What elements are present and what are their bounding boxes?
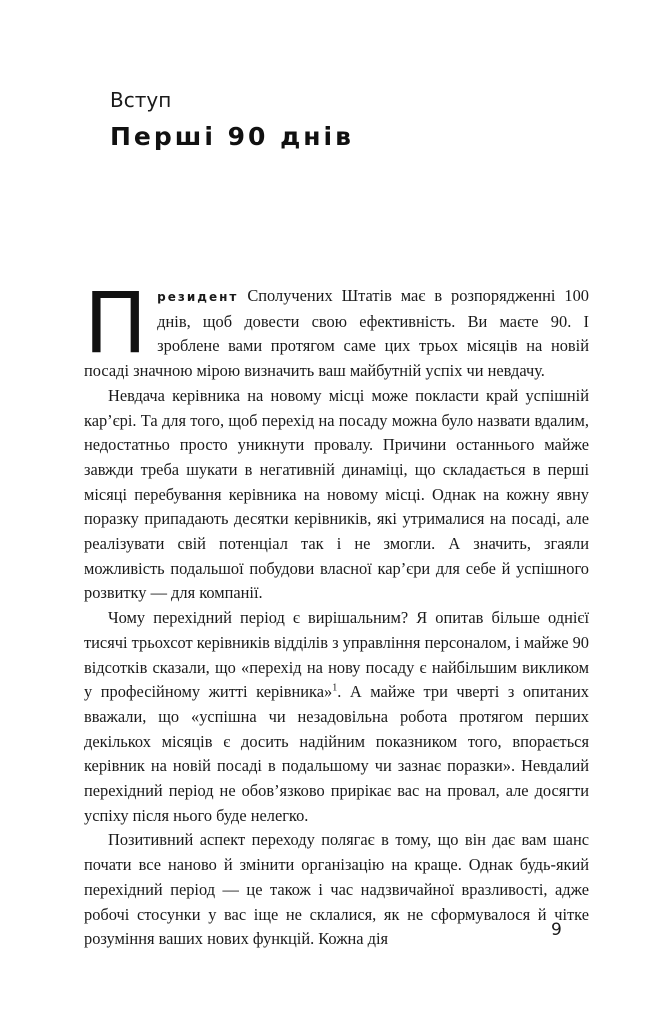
paragraph-3-text-a: Чому перехідний період є вирішальним? Я опитав більше однієї тисячі трьохсот керівників відділів з управління персоналом, і майже 90 відсотків сказали, що «перехід на нову посаду є найбільшим викликом у професійному житті керівника» <box>84 608 589 702</box>
paragraph-1-text: Сполучених Штатів має в розпорядженні 100 днів, щоб довести свою ефективність. Ви маєте 90. І зроблене вами протягом саме цих трьох місяців на новій посаді значною мірою визначить ваш майбутній успіх чи невдачу. <box>84 286 589 381</box>
paragraph-2: Невдача керівника на новому місці може покласти край успішній кар’єрі. Та для того, щоб перехід на посаду можна було назвати вдалим, недостатньо просто уникнути провалу. Причини останнього майже завжди треба шукати в негативній динаміці, що складається в перші місяці перебування керівника на новому місці. Однак на кожну явну поразку припадають десятки керівників, які утрималися на посаді, але реалізувати свій потенціал так і не змогли. А значить, згаяли можливість подальшої побудови власної кар’єри для себе й успішного розвитку — для компанії. <box>84 385 589 603</box>
paragraph-3-text-b: . А майже три чверті з опитаних вважали, що «успішна чи незадовільна робота протягом перших декількох місяців є досить надійним показником того, впорається керівник на новій посаді в подальшому чи зазнає поразки». Невдалий перехідний період не обов’язково прирікає вас на провал, але досягти успіху після нього буде нелегко. <box>84 682 589 825</box>
footnote-mark[interactable]: 1 <box>332 682 338 694</box>
paragraph-4: Позитивний аспект переходу полягає в тому, що він дає вам шанс почати все наново й змінити організацію на краще. Однак будь-який перехідний період — це також і час надзвичайної вразливості, адже робочі стосунки у вас іще не склалися, як не сформувалося й чітке розуміння ваших нових функцій. Кожна дія <box>84 830 589 949</box>
chapter-title: Перші 90 днів <box>110 122 354 151</box>
page-number: 9 <box>551 920 562 940</box>
paragraph-1 <box>84 274 589 384</box>
drop-cap: П <box>84 274 148 372</box>
paragraph-3 <box>84 606 589 828</box>
section-label: Вступ <box>110 88 172 112</box>
lead-word-smallcaps: резидент <box>157 290 239 304</box>
body-text <box>84 274 589 952</box>
